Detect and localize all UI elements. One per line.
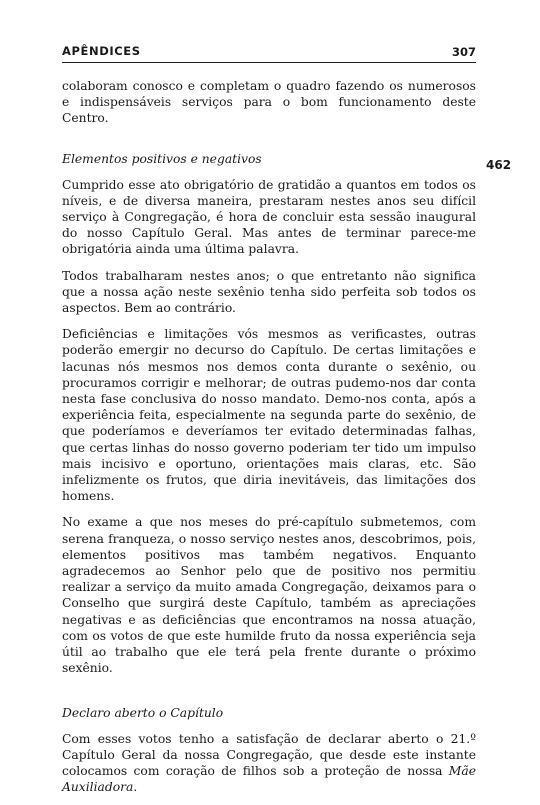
paragraph-6-emphasis: Mãe Auxiliadora [62,763,476,795]
section-heading-elementos: Elementos positivos e negativos [62,151,262,166]
margin-paragraph-number: 462 [486,158,512,172]
paragraph-6 [62,731,476,796]
running-header [62,44,476,63]
paragraph-3: Todos trabalharam nestes anos; o que entretanto não significa que a nossa ação neste sexênio tenha sido perfeita sob todos os aspectos. Bem ao contrário. [62,268,476,316]
paragraph-2: Cumprido esse ato obrigatório de gratidão a quantos em todos os níveis, e de diversa maneira, prestaram nestes anos seu difícil serviço à Congregação, é hora de concluir esta sessão inaugural do nosso Capítulo Geral. Mas antes de terminar parece-me obrigatória ainda uma última palavra. [62,177,476,257]
body-text [62,78,476,805]
paragraph-6-end: . [133,780,138,795]
paragraph-5: No exame a que nos meses do pré-capítulo submetemos, com serena franqueza, o nosso serviço nestes anos, descobrimos, pois, elementos positivos mas também negativos. Enquanto agradecemos ao Senhor pelo que de positivo nos permitiu realizar a serviço da muito amada Congregação, deixamos para o Conselho que surgirá deste Capítulo, também as apreciações negativas e as deficiências que encontramos na nossa atuação, com os votos de que este humilde fruto da nossa experiência seja útil ao trabalho que ele terá pela frente durante o próximo sexênio. [62,515,476,676]
section-title: APÊNDICES [62,44,141,58]
page-number: 307 [451,45,476,59]
paragraph-4: Deficiências e limitações vós mesmos as verificastes, outras poderão emergir no decurso do Capítulo. De certas limitações e lacunas nós mesmos nos demos conta durante o sexênio, ou procuramos corrigir e melhorar; de outras pudemo-nos dar conta nesta fase conclusiva do nosso mandato. Demo-nos conta, após a experiência feita, especialmente na segunda parte do sexênio, de que poderíamos e deveríamos ter evitado determinadas falhas, que certas linhas do nosso governo poderiam ter tido um impulso mais incisivo e oportuno, orientações mais claras, etc. São infelizmente os frutos, que diria inevitáveis, das limitações dos homens. [62,327,476,504]
section-heading-declaro: Declaro aberto o Capítulo [62,705,224,720]
paragraph-1: colaboram conosco e completam o quadro fazendo os numerosos e indispensáveis serviços para o bom funcionamento deste Centro. [62,79,476,126]
paragraph-6-text: Com esses votos tenho a satisfação de declarar aberto o 21.º Capítulo Geral da nossa Congregação, que desde este instante colocamos com coração de filhos sob a proteção de nossa [62,731,476,778]
